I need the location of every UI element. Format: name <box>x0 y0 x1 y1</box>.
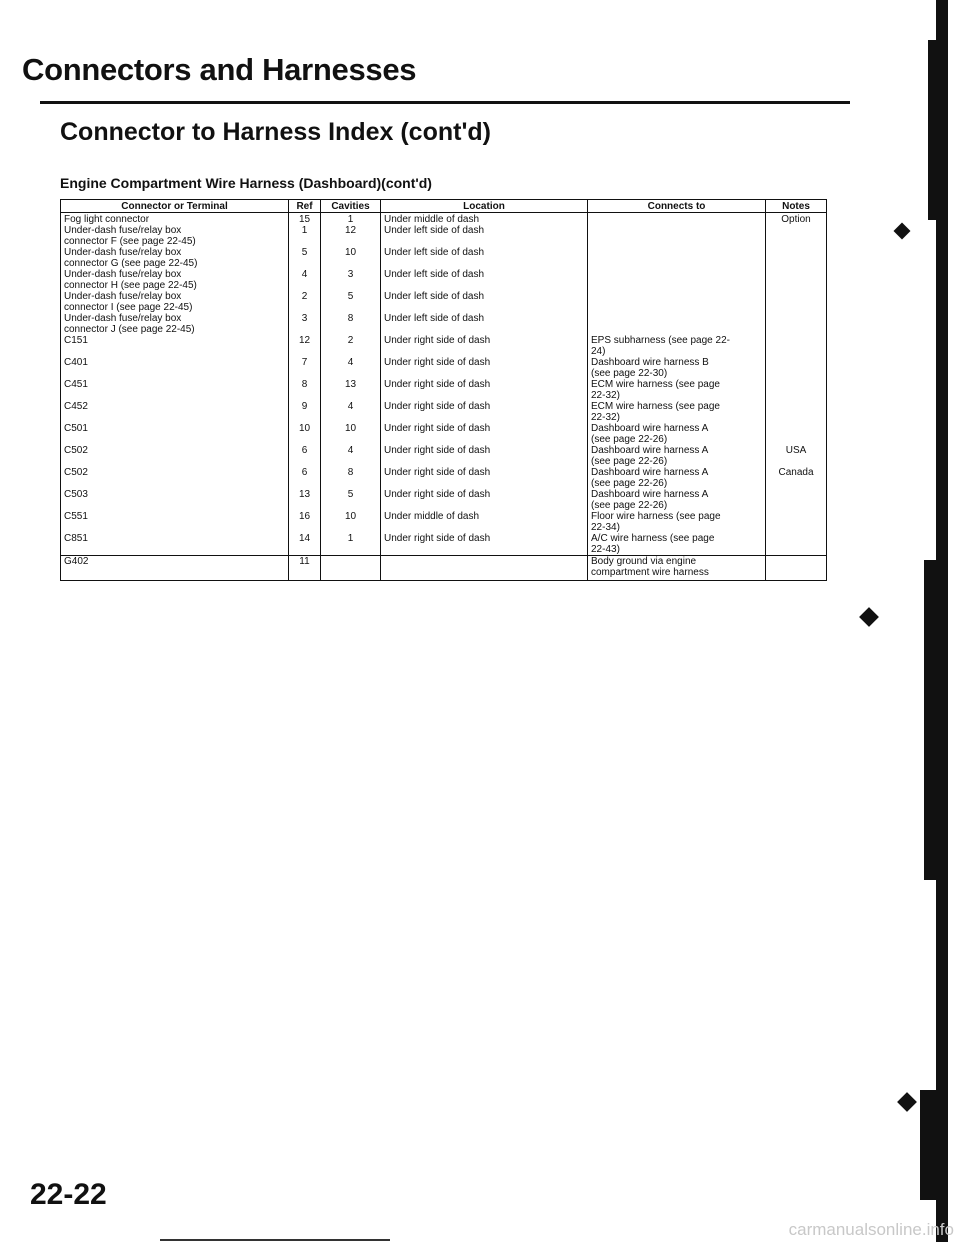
cell-connects-to <box>588 423 766 445</box>
connector-line: Under-dash fuse/relay box <box>64 291 182 302</box>
table-row <box>61 467 827 489</box>
cell-ref: 10 <box>289 423 321 445</box>
cell-ref: 14 <box>289 533 321 556</box>
cell-notes <box>766 291 827 313</box>
connector-line: C502 <box>64 445 88 456</box>
connects-to-line: EPS subharness (see page 22- <box>591 335 730 346</box>
connects-to-line: A/C wire harness (see page <box>591 533 715 544</box>
connector-line: C151 <box>64 335 88 346</box>
table-row <box>61 313 827 335</box>
cell-cavities: 12 <box>321 225 381 247</box>
cell-ref: 6 <box>289 467 321 489</box>
table-row <box>61 357 827 379</box>
cell-ref: 12 <box>289 335 321 357</box>
cell-connects-to <box>588 533 766 556</box>
connects-to-line: (see page 22-26) <box>591 456 668 467</box>
cell-location: Under right side of dash <box>381 379 588 401</box>
cell-connector <box>61 489 289 511</box>
page-number: 22-22 <box>30 1178 107 1211</box>
cell-location: Under right side of dash <box>381 423 588 445</box>
table-row <box>61 213 827 226</box>
table-row <box>61 511 827 533</box>
cell-location: Under left side of dash <box>381 313 588 335</box>
connects-to-line: 22-43) <box>591 544 620 555</box>
cell-location: Under right side of dash <box>381 445 588 467</box>
cell-connector <box>61 313 289 335</box>
cell-location: Under left side of dash <box>381 225 588 247</box>
cell-ref: 4 <box>289 269 321 291</box>
connects-to-line: (see page 22-30) <box>591 368 668 379</box>
table-row <box>61 379 827 401</box>
cell-connects-to <box>588 213 766 226</box>
connector-line: connector J (see page 22-45) <box>64 324 195 335</box>
cell-notes <box>766 379 827 401</box>
cell-cavities: 8 <box>321 467 381 489</box>
margin-tab-mark <box>897 1092 917 1112</box>
cell-connector <box>61 247 289 269</box>
cell-connects-to <box>588 247 766 269</box>
cell-location: Under right side of dash <box>381 489 588 511</box>
cell-ref: 1 <box>289 225 321 247</box>
table-row <box>61 335 827 357</box>
cell-location: Under right side of dash <box>381 357 588 379</box>
cell-location: Under right side of dash <box>381 335 588 357</box>
cell-cavities: 13 <box>321 379 381 401</box>
connects-to-line: compartment wire harness <box>591 567 709 578</box>
cell-cavities: 2 <box>321 335 381 357</box>
connector-line: Under-dash fuse/relay box <box>64 225 182 236</box>
cell-location: Under right side of dash <box>381 401 588 423</box>
cell-connector <box>61 511 289 533</box>
cell-connects-to <box>588 291 766 313</box>
column-header-location: Location <box>381 200 588 213</box>
cell-notes <box>766 423 827 445</box>
connects-to-line: ECM wire harness (see page <box>591 401 720 412</box>
cell-ref: 13 <box>289 489 321 511</box>
cell-notes <box>766 313 827 335</box>
column-header-connects-to: Connects to <box>588 200 766 213</box>
cell-connects-to <box>588 313 766 335</box>
cell-notes: Option <box>766 213 827 226</box>
connector-line: Under-dash fuse/relay box <box>64 269 182 280</box>
section-title: Connector to Harness Index (cont'd) <box>60 118 491 146</box>
connects-to-line: Dashboard wire harness B <box>591 357 709 368</box>
cell-cavities: 3 <box>321 269 381 291</box>
connects-to-line: Dashboard wire harness A <box>591 423 709 434</box>
connects-to-line: Dashboard wire harness A <box>591 467 709 478</box>
connector-line: C401 <box>64 357 88 368</box>
cell-connector <box>61 357 289 379</box>
cell-connector <box>61 401 289 423</box>
connects-to-line: 22-32) <box>591 390 620 401</box>
cell-connector <box>61 225 289 247</box>
cell-ref: 6 <box>289 445 321 467</box>
cell-ref: 15 <box>289 213 321 226</box>
cell-connector <box>61 335 289 357</box>
connects-to-line: 22-34) <box>591 522 620 533</box>
cell-cavities: 1 <box>321 533 381 556</box>
connector-line: connector I (see page 22-45) <box>64 302 193 313</box>
cell-cavities: 10 <box>321 247 381 269</box>
footer-divider <box>160 1239 390 1241</box>
cell-notes <box>766 269 827 291</box>
cell-connector <box>61 533 289 556</box>
cell-ref: 3 <box>289 313 321 335</box>
cell-connector <box>61 423 289 445</box>
cell-connects-to <box>588 489 766 511</box>
cell-cavities: 4 <box>321 357 381 379</box>
cell-cavities: 5 <box>321 291 381 313</box>
connector-line: connector G (see page 22-45) <box>64 258 198 269</box>
connects-to-line: (see page 22-26) <box>591 434 668 445</box>
cell-connects-to <box>588 556 766 581</box>
column-header-connector: Connector or Terminal <box>61 200 289 213</box>
connector-line: C452 <box>64 401 88 412</box>
cell-notes <box>766 247 827 269</box>
cell-connector <box>61 269 289 291</box>
cell-location: Under left side of dash <box>381 247 588 269</box>
table-title: Engine Compartment Wire Harness (Dashboard)(cont'd) <box>60 175 432 191</box>
cell-notes <box>766 556 827 581</box>
table-row-ground <box>61 556 827 581</box>
connects-to-line: 22-32) <box>591 412 620 423</box>
cell-ref: 2 <box>289 291 321 313</box>
table-row <box>61 489 827 511</box>
cell-ref: 11 <box>289 556 321 581</box>
connector-line: C851 <box>64 533 88 544</box>
table-row <box>61 291 827 313</box>
cell-location <box>381 556 588 581</box>
table-row <box>61 401 827 423</box>
cell-connects-to <box>588 357 766 379</box>
page-title: Connectors and Harnesses <box>22 52 417 87</box>
connector-line: C501 <box>64 423 88 434</box>
cell-location: Under left side of dash <box>381 291 588 313</box>
cell-notes: Canada <box>766 467 827 489</box>
connector-line: C503 <box>64 489 88 500</box>
connects-to-line: (see page 22-26) <box>591 478 668 489</box>
watermark: carmanualsonline.info <box>788 1220 954 1239</box>
table-row <box>61 225 827 247</box>
table-header-row <box>61 200 827 213</box>
connector-line: C451 <box>64 379 88 390</box>
cell-location: Under middle of dash <box>381 213 588 226</box>
table-row <box>61 445 827 467</box>
cell-cavities: 5 <box>321 489 381 511</box>
cell-ref: 5 <box>289 247 321 269</box>
cell-notes <box>766 335 827 357</box>
cell-connects-to <box>588 379 766 401</box>
table-row <box>61 247 827 269</box>
cell-connects-to <box>588 335 766 357</box>
cell-connector <box>61 213 289 226</box>
table-body <box>61 213 827 556</box>
cell-cavities: 10 <box>321 423 381 445</box>
cell-cavities: 4 <box>321 401 381 423</box>
column-header-notes: Notes <box>766 200 827 213</box>
connects-to-line: Floor wire harness (see page <box>591 511 721 522</box>
connects-to-line: Dashboard wire harness A <box>591 489 709 500</box>
connector-line: C502 <box>64 467 88 478</box>
connector-line: connector F (see page 22-45) <box>64 236 196 247</box>
cell-connects-to <box>588 445 766 467</box>
cell-notes <box>766 401 827 423</box>
cell-connector <box>61 291 289 313</box>
connects-to-line: 24) <box>591 346 606 357</box>
cell-connects-to <box>588 225 766 247</box>
cell-notes: USA <box>766 445 827 467</box>
harness-table <box>60 199 827 581</box>
column-header-ref: Ref <box>289 200 321 213</box>
connector-line: Under-dash fuse/relay box <box>64 247 182 258</box>
cell-notes <box>766 225 827 247</box>
column-header-cavities: Cavities <box>321 200 381 213</box>
cell-cavities: 4 <box>321 445 381 467</box>
cell-cavities: 8 <box>321 313 381 335</box>
connects-to-line: (see page 22-26) <box>591 500 668 511</box>
connector-line: Under-dash fuse/relay box <box>64 313 182 324</box>
cell-notes <box>766 533 827 556</box>
connects-to-line: Dashboard wire harness A <box>591 445 709 456</box>
table-row <box>61 269 827 291</box>
table-row <box>61 423 827 445</box>
cell-location: Under middle of dash <box>381 511 588 533</box>
connects-to-line: ECM wire harness (see page <box>591 379 720 390</box>
cell-connects-to <box>588 511 766 533</box>
cell-cavities: 1 <box>321 213 381 226</box>
connector-line: C551 <box>64 511 88 522</box>
connector-line: Fog light connector <box>64 214 150 225</box>
cell-connector <box>61 379 289 401</box>
cell-ref: 7 <box>289 357 321 379</box>
connector-line: connector H (see page 22-45) <box>64 280 197 291</box>
cell-connects-to <box>588 467 766 489</box>
cell-cavities: 10 <box>321 511 381 533</box>
table-row <box>61 533 827 556</box>
cell-notes <box>766 511 827 533</box>
cell-connector <box>61 467 289 489</box>
cell-connects-to <box>588 401 766 423</box>
cell-connects-to <box>588 269 766 291</box>
cell-connector: G402 <box>61 556 289 581</box>
margin-tab-mark <box>859 607 879 627</box>
cell-ref: 9 <box>289 401 321 423</box>
cell-ref: 16 <box>289 511 321 533</box>
binding-edge-mark <box>918 0 950 1242</box>
cell-location: Under left side of dash <box>381 269 588 291</box>
cell-cavities <box>321 556 381 581</box>
margin-tab-mark <box>894 223 911 240</box>
cell-connector <box>61 445 289 467</box>
title-divider <box>40 101 850 104</box>
cell-notes <box>766 489 827 511</box>
connects-to-line: Body ground via engine <box>591 556 697 567</box>
cell-location: Under right side of dash <box>381 467 588 489</box>
cell-ref: 8 <box>289 379 321 401</box>
cell-location: Under right side of dash <box>381 533 588 556</box>
cell-notes <box>766 357 827 379</box>
